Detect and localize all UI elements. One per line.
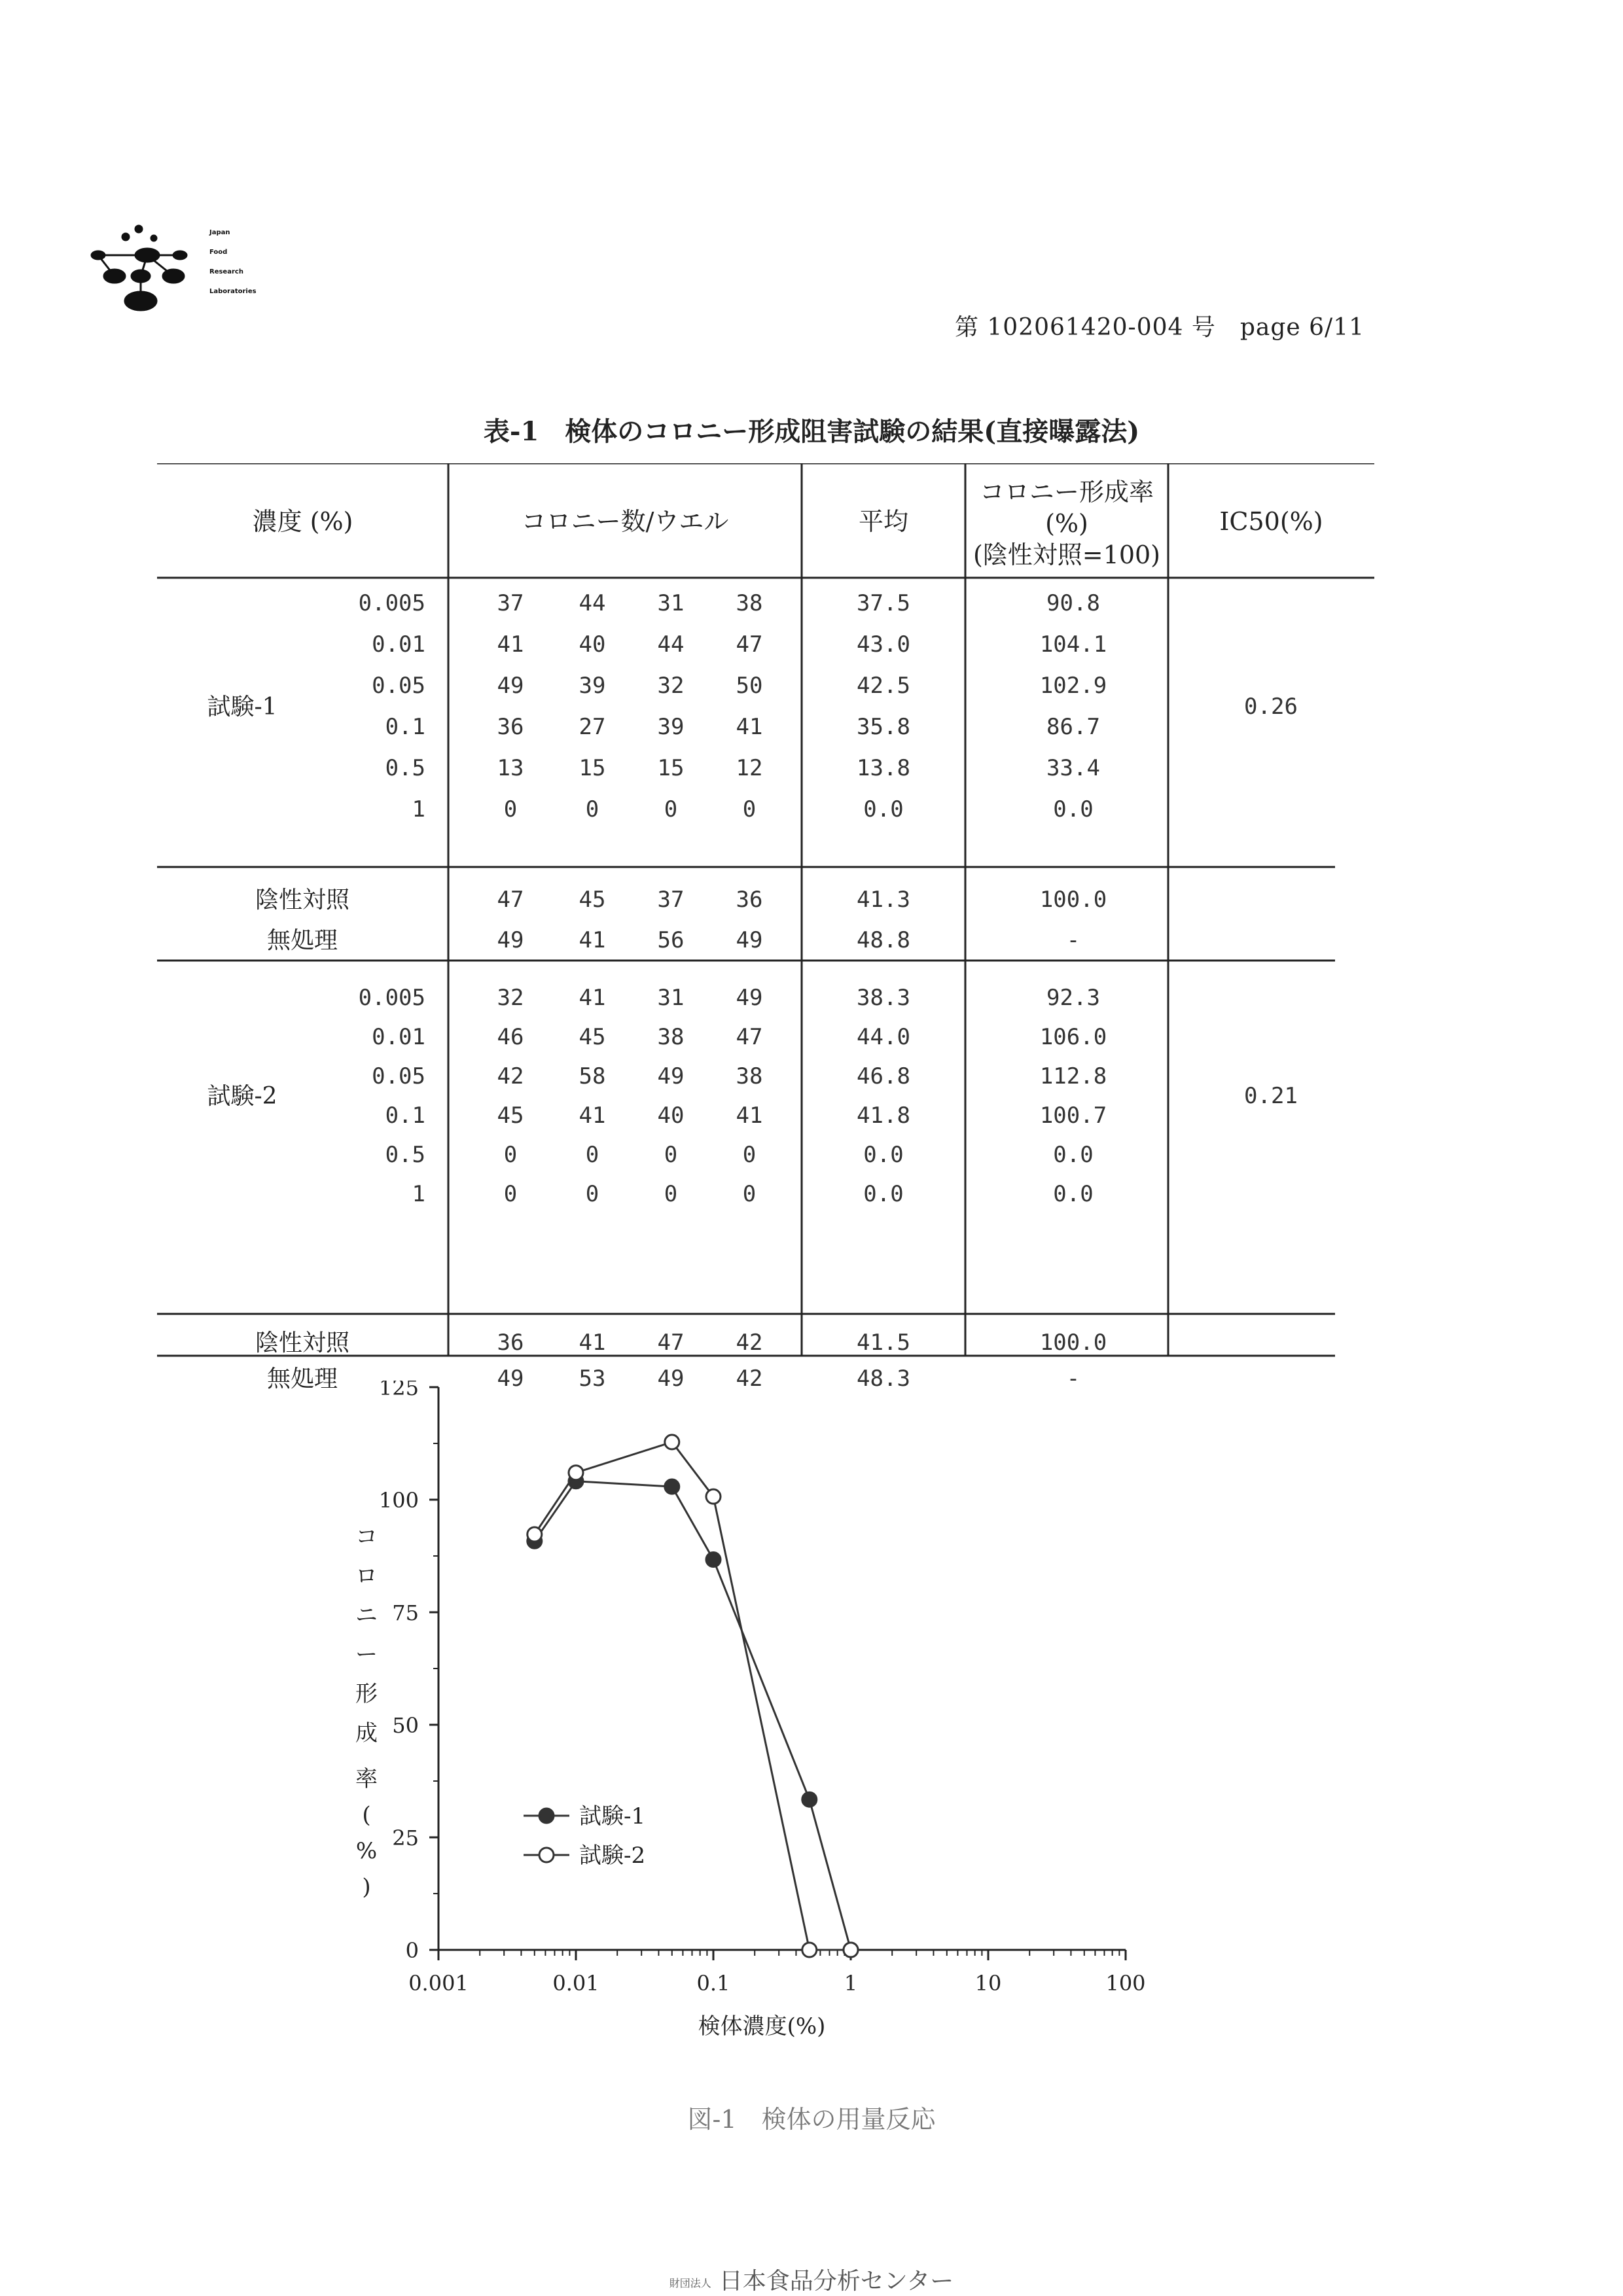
colony-count-cell: 49 bbox=[657, 1366, 685, 1392]
control-label: 陰性対照 bbox=[255, 1330, 349, 1356]
y-tick-label: 0 bbox=[405, 1938, 419, 1963]
formation-rate-cell: 33.4 bbox=[1046, 755, 1100, 781]
colony-count-cell: 31 bbox=[657, 590, 685, 616]
average-cell: 35.8 bbox=[857, 714, 910, 740]
colony-count-cell: 15 bbox=[579, 755, 606, 781]
formation-rate-cell: 102.9 bbox=[1039, 673, 1107, 699]
colony-count-cell: 41 bbox=[579, 927, 606, 953]
footer-organization bbox=[0, 2263, 1623, 2296]
row-concentration: 0.01 bbox=[372, 1024, 425, 1050]
colony-count-cell: 0 bbox=[503, 796, 518, 822]
colony-count-cell: 0 bbox=[585, 1181, 599, 1207]
logo-network-graphic bbox=[92, 226, 187, 310]
dose-response-chart bbox=[353, 1381, 1243, 2068]
dose-response-figure bbox=[353, 1381, 1243, 2068]
y-axis bbox=[355, 1381, 438, 1963]
group-label: 試験-1 bbox=[207, 693, 277, 720]
data-point-test1 bbox=[802, 1792, 817, 1807]
average-cell: 37.5 bbox=[857, 590, 910, 616]
formation-rate-cell: 0.0 bbox=[1053, 1181, 1094, 1207]
colony-count-cell: 45 bbox=[497, 1103, 524, 1129]
colony-count-cell: 32 bbox=[497, 985, 524, 1011]
colony-count-cell: 47 bbox=[657, 1330, 685, 1356]
average-cell: 48.8 bbox=[857, 927, 910, 953]
average-cell: 0.0 bbox=[863, 1181, 904, 1207]
data-point-test2 bbox=[527, 1527, 542, 1542]
control-label: 無処理 bbox=[266, 1366, 338, 1392]
x-tick-label: 10 bbox=[974, 1971, 1002, 1996]
colony-count-cell: 41 bbox=[579, 1103, 606, 1129]
colony-count-cell: 0 bbox=[664, 796, 678, 822]
formation-rate-cell: 100.0 bbox=[1039, 1330, 1107, 1356]
data-point-test2 bbox=[706, 1489, 721, 1504]
x-tick-label: 0.1 bbox=[696, 1971, 730, 1996]
colony-count-cell: 13 bbox=[497, 755, 524, 781]
average-cell: 13.8 bbox=[857, 755, 910, 781]
header-colony-count: コロニー数/ウエル bbox=[521, 507, 729, 536]
footer-org-name: 日本食品分析センター bbox=[719, 2268, 954, 2295]
colony-count-cell: 38 bbox=[736, 590, 763, 616]
row-concentration: 1 bbox=[412, 796, 425, 822]
y-tick-label: 25 bbox=[392, 1826, 419, 1850]
formation-rate-cell: 112.8 bbox=[1039, 1063, 1107, 1089]
formation-rate-cell: 92.3 bbox=[1046, 985, 1100, 1011]
row-concentration: 0.1 bbox=[385, 1103, 425, 1129]
header-concentration: 濃度 (%) bbox=[252, 507, 353, 536]
document-number: 第 102061420-004 号 page 6/11 bbox=[954, 314, 1364, 341]
average-cell: 41.3 bbox=[857, 887, 910, 913]
data-point-test2 bbox=[665, 1435, 679, 1449]
colony-count-cell: 49 bbox=[497, 673, 524, 699]
y-tick-label: 75 bbox=[392, 1600, 419, 1625]
colony-count-cell: 40 bbox=[657, 1103, 685, 1129]
colony-count-cell: 49 bbox=[657, 1063, 685, 1089]
header-rate-unit: (%) bbox=[1045, 509, 1088, 538]
header-rate-note: (陰性対照=100) bbox=[972, 540, 1161, 569]
average-cell: 44.0 bbox=[857, 1024, 910, 1050]
colony-count-cell: 41 bbox=[579, 1330, 606, 1356]
y-axis-title: コロニー形成率( % ) bbox=[355, 1524, 378, 1900]
colony-count-cell: 0 bbox=[742, 1142, 757, 1168]
control-label: 陰性対照 bbox=[255, 887, 349, 913]
colony-count-cell: 38 bbox=[657, 1024, 685, 1050]
y-tick-label: 50 bbox=[392, 1713, 419, 1738]
colony-count-cell: 36 bbox=[497, 714, 524, 740]
average-cell: 42.5 bbox=[857, 673, 910, 699]
jfrl-logo bbox=[79, 216, 294, 321]
chart-legend bbox=[524, 1803, 645, 1869]
ic50-value: 0.21 bbox=[1244, 1083, 1298, 1109]
legend-label: 試験-1 bbox=[579, 1803, 646, 1829]
series-layer bbox=[527, 1435, 858, 1957]
header-formation-rate: コロニー形成率 bbox=[979, 478, 1154, 506]
colony-count-cell: 0 bbox=[742, 796, 757, 822]
row-concentration: 0.1 bbox=[385, 714, 425, 740]
colony-count-cell: 41 bbox=[736, 1103, 763, 1129]
colony-count-cell: 47 bbox=[497, 887, 524, 913]
colony-count-cell: 36 bbox=[736, 887, 763, 913]
row-concentration: 0.01 bbox=[372, 631, 425, 658]
x-tick-label: 1 bbox=[844, 1971, 858, 1996]
logo-text-3: Research bbox=[209, 268, 243, 275]
footer-mark: 財団法人 bbox=[669, 2276, 711, 2289]
legend-label: 試験-2 bbox=[579, 1843, 646, 1869]
x-tick-label: 100 bbox=[1105, 1971, 1146, 1996]
row-concentration: 0.005 bbox=[358, 590, 425, 616]
average-cell: 38.3 bbox=[857, 985, 910, 1011]
colony-count-cell: 49 bbox=[736, 985, 763, 1011]
colony-count-cell: 42 bbox=[736, 1330, 763, 1356]
row-concentration: 0.005 bbox=[358, 985, 425, 1011]
colony-count-cell: 44 bbox=[657, 631, 685, 658]
formation-rate-cell: 0.0 bbox=[1053, 796, 1094, 822]
data-point-test2 bbox=[802, 1943, 817, 1957]
data-point-test2 bbox=[844, 1943, 858, 1957]
group-label: 試験-2 bbox=[207, 1083, 277, 1110]
formation-rate-cell: 106.0 bbox=[1039, 1024, 1107, 1050]
colony-count-cell: 45 bbox=[579, 887, 606, 913]
colony-count-cell: 15 bbox=[657, 755, 685, 781]
x-tick-label: 0.01 bbox=[552, 1971, 599, 1996]
colony-count-cell: 40 bbox=[579, 631, 606, 658]
x-tick-label: 0.001 bbox=[408, 1971, 469, 1996]
row-concentration: 1 bbox=[412, 1181, 425, 1207]
colony-count-cell: 49 bbox=[736, 927, 763, 953]
row-concentration: 0.05 bbox=[372, 1063, 425, 1089]
colony-count-cell: 41 bbox=[579, 985, 606, 1011]
colony-count-cell: 0 bbox=[503, 1181, 518, 1207]
average-cell: 43.0 bbox=[857, 631, 910, 658]
average-cell: 46.8 bbox=[857, 1063, 910, 1089]
colony-count-cell: 47 bbox=[736, 1024, 763, 1050]
colony-count-cell: 31 bbox=[657, 985, 685, 1011]
colony-count-cell: 44 bbox=[579, 590, 606, 616]
average-cell: 0.0 bbox=[863, 1142, 904, 1168]
y-tick-label: 100 bbox=[378, 1488, 419, 1513]
control-label: 無処理 bbox=[266, 927, 338, 954]
colony-count-cell: 0 bbox=[742, 1181, 757, 1207]
logo-text-4: Laboratories bbox=[209, 288, 257, 295]
colony-count-cell: 38 bbox=[736, 1063, 763, 1089]
y-tick-label: 125 bbox=[378, 1381, 419, 1400]
average-cell: 41.8 bbox=[857, 1103, 910, 1129]
legend-marker bbox=[539, 1848, 554, 1862]
colony-count-cell: 42 bbox=[736, 1366, 763, 1392]
row-concentration: 0.5 bbox=[385, 1142, 425, 1168]
colony-count-cell: 47 bbox=[736, 631, 763, 658]
series-line bbox=[535, 1442, 851, 1950]
colony-count-cell: 37 bbox=[497, 590, 524, 616]
row-concentration: 0.5 bbox=[385, 755, 425, 781]
logo-text-1: Japan bbox=[209, 229, 230, 236]
colony-count-cell: 45 bbox=[579, 1024, 606, 1050]
colony-count-cell: 58 bbox=[579, 1063, 606, 1089]
colony-count-cell: 39 bbox=[657, 714, 685, 740]
data-point-test1 bbox=[665, 1479, 679, 1494]
figure-caption: 図-1 検体の用量反応 bbox=[687, 2105, 936, 2134]
colony-count-cell: 32 bbox=[657, 673, 685, 699]
colony-count-cell: 49 bbox=[497, 927, 524, 953]
colony-count-cell: 56 bbox=[657, 927, 685, 953]
colony-count-cell: 12 bbox=[736, 755, 763, 781]
formation-rate-cell: 0.0 bbox=[1053, 1142, 1094, 1168]
legend-marker bbox=[539, 1809, 554, 1823]
colony-count-cell: 36 bbox=[497, 1330, 524, 1356]
colony-count-cell: 46 bbox=[497, 1024, 524, 1050]
formation-rate-cell: 86.7 bbox=[1046, 714, 1100, 740]
logo-text-2: Food bbox=[209, 249, 228, 256]
colony-count-cell: 41 bbox=[736, 714, 763, 740]
formation-rate-cell: - bbox=[1066, 927, 1080, 953]
colony-count-cell: 0 bbox=[503, 1142, 518, 1168]
colony-count-cell: 37 bbox=[657, 887, 685, 913]
header-ic50: IC50(%) bbox=[1219, 507, 1323, 536]
colony-count-cell: 39 bbox=[579, 673, 606, 699]
x-axis-title: 検体濃度(%) bbox=[698, 2013, 826, 2040]
colony-count-cell: 50 bbox=[736, 673, 763, 699]
formation-rate-cell: - bbox=[1066, 1366, 1080, 1392]
header-average: 平均 bbox=[858, 507, 908, 536]
formation-rate-cell: 90.8 bbox=[1046, 590, 1100, 616]
table-title: 表-1 検体のコロニー形成阻害試験の結果(直接曝露法) bbox=[483, 416, 1140, 447]
colony-count-cell: 42 bbox=[497, 1063, 524, 1089]
colony-count-cell: 0 bbox=[585, 1142, 599, 1168]
formation-rate-cell: 100.0 bbox=[1039, 887, 1107, 913]
colony-count-cell: 0 bbox=[664, 1181, 678, 1207]
data-point-test2 bbox=[569, 1466, 583, 1480]
data-point-test1 bbox=[706, 1553, 721, 1567]
colony-count-cell: 0 bbox=[585, 796, 599, 822]
colony-count-cell: 0 bbox=[664, 1142, 678, 1168]
colony-count-cell: 41 bbox=[497, 631, 524, 658]
formation-rate-cell: 104.1 bbox=[1039, 631, 1107, 658]
average-cell: 41.5 bbox=[857, 1330, 910, 1356]
colony-count-cell: 27 bbox=[579, 714, 606, 740]
ic50-value: 0.26 bbox=[1244, 693, 1298, 720]
row-concentration: 0.05 bbox=[372, 673, 425, 699]
formation-rate-cell: 100.7 bbox=[1039, 1103, 1107, 1129]
colony-count-cell: 53 bbox=[579, 1366, 606, 1392]
average-cell: 48.3 bbox=[857, 1366, 910, 1392]
series-line bbox=[535, 1481, 851, 1950]
colony-count-cell: 49 bbox=[497, 1366, 524, 1392]
x-axis bbox=[408, 1950, 1145, 1996]
average-cell: 0.0 bbox=[863, 796, 904, 822]
